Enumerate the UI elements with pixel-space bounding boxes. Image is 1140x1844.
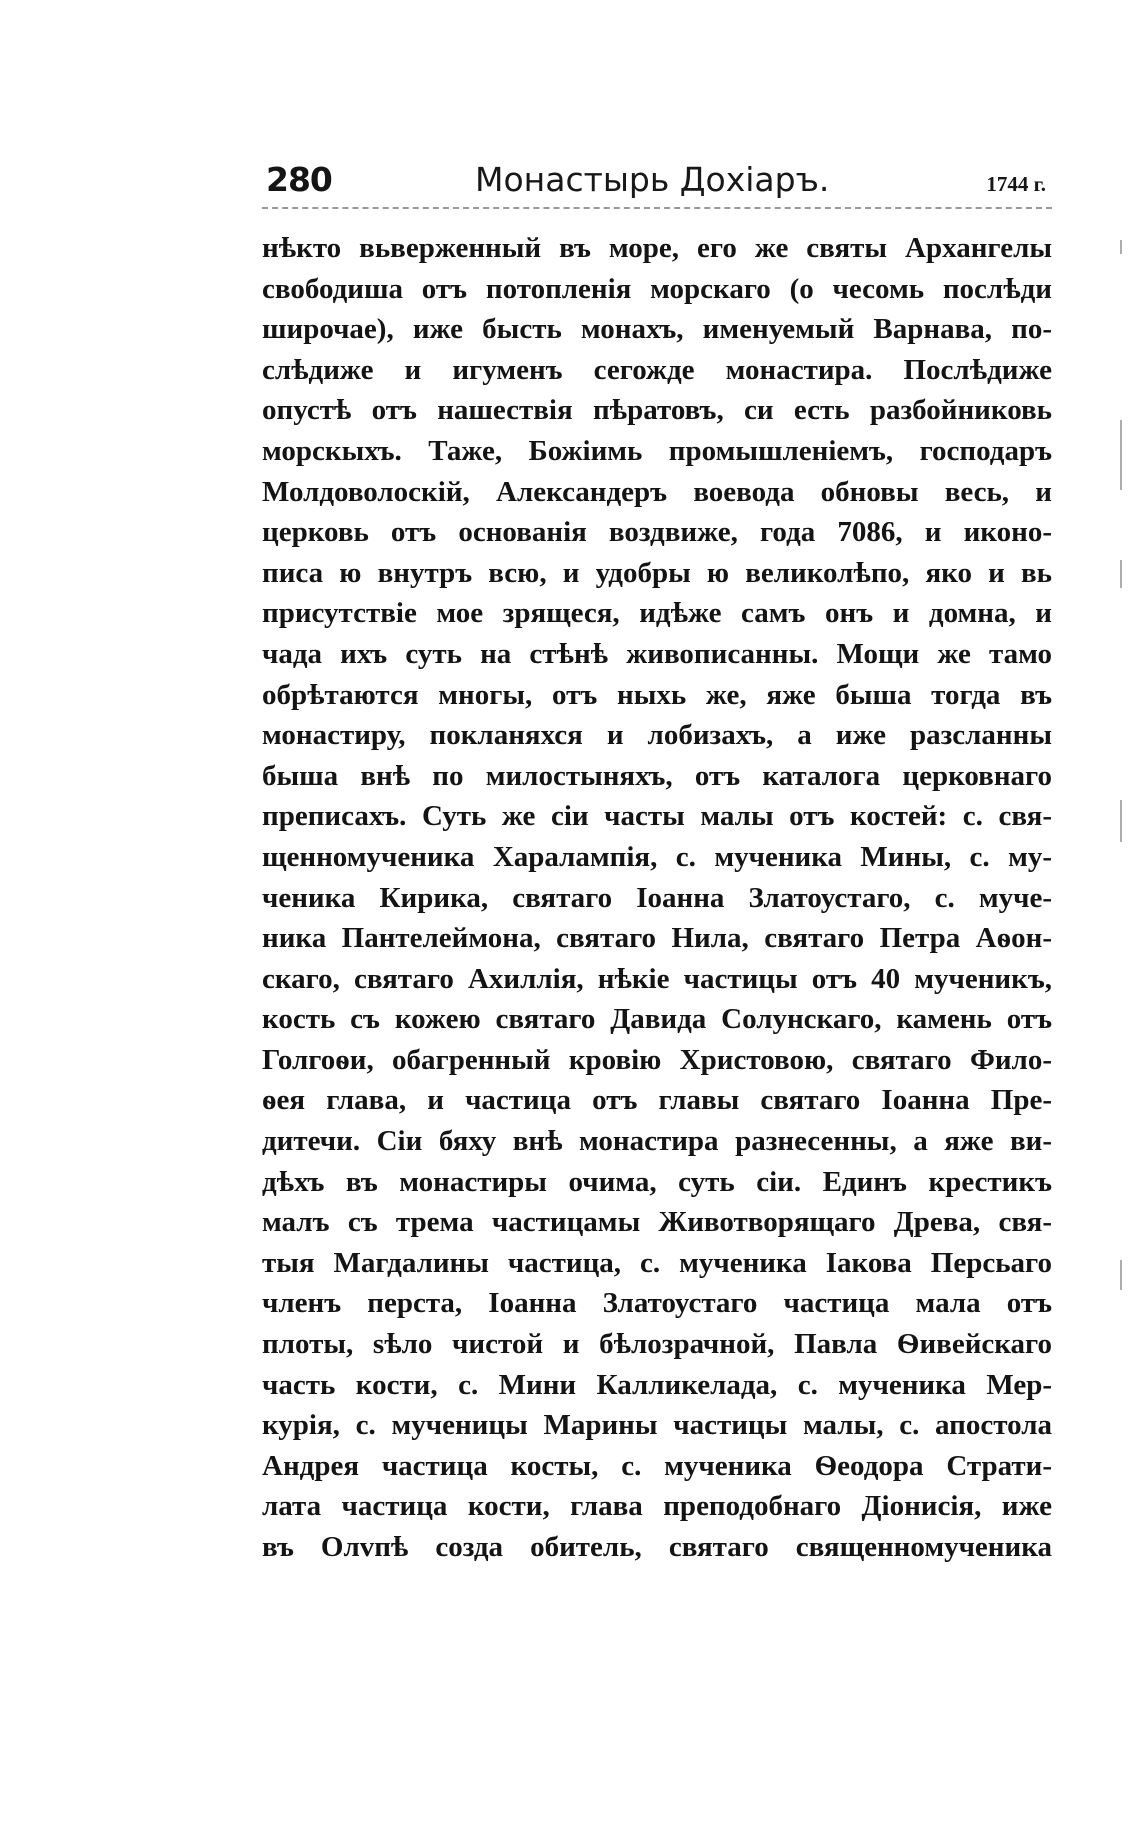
text-line: малъ съ трема частицамы Животворящаго Древа, свя- [262, 1206, 1052, 1239]
text-line: Голгоѳи, обагренный кровію Христовою, святаго Фило- [262, 1043, 1052, 1076]
text-line: въ Олvпѣ созда обитель, святаго священномученика [262, 1531, 1052, 1563]
page-header [262, 156, 1052, 206]
header-rule [262, 207, 1052, 209]
text-line: дитечи. Сіи бяху внѣ монастира разнесенны, а яже ви- [262, 1125, 1052, 1158]
margin-mark [1120, 240, 1122, 254]
text-line: быша внѣ по милостыняхъ, отъ каталога церковнаго [262, 759, 1052, 792]
text-line: дѣхъ въ монастиры очима, суть сіи. Единъ крестикъ [262, 1165, 1052, 1198]
text-line: часть кости, с. Мини Калликелада, с. мученика Мер- [262, 1368, 1052, 1401]
text-line: преписахъ. Суть же сіи часты малы отъ костей: с. свя- [262, 800, 1052, 833]
text-line: нѣкто вьверженный въ море, его же святы Архангелы [262, 232, 1052, 264]
text-line: свободиша отъ потопленія морскаго (о чесомь послѣди [262, 272, 1052, 305]
text-line: обрѣтаются многы, отъ ныхь же, яже быша тогда въ [262, 678, 1052, 711]
text-line: курія, с. мученицы Марины частицы малы, с. апостола [262, 1409, 1052, 1442]
text-line: слѣдиже и игуменъ сегожде монастира. Послѣдиже [262, 353, 1052, 386]
margin-mark [1120, 560, 1122, 588]
margin-mark [1120, 800, 1122, 842]
text-line: ника Пантелеймона, святаго Нила, святаго Петра Аѳон- [262, 922, 1052, 955]
text-line: членъ перста, Іоанна Златоустаго частица мала отъ [262, 1287, 1052, 1320]
text-line: монастиру, покланяхся и лобизахъ, а иже разсланны [262, 719, 1052, 752]
text-line: широчае), иже бысть монахъ, именуемый Варнава, по- [262, 313, 1052, 346]
text-line: ѳея глава, и частица отъ главы святаго Іоанна Пре- [262, 1084, 1052, 1117]
page-number: 280 [266, 160, 332, 199]
text-line: церковь отъ основанія воздвиже, года 7086, и иконо- [262, 516, 1052, 549]
text-line: Молдоволоскій, Александеръ воевода обновы весь, и [262, 475, 1052, 508]
text-line: опустѣ отъ нашествія пѣратовъ, си есть разбойниковь [262, 394, 1052, 427]
text-line: скаго, святаго Ахиллія, нѣкіе частицы отъ 40 мученикъ, [262, 962, 1052, 995]
text-line: тыя Магдалины частица, с. мученика Іакова Персьаго [262, 1246, 1052, 1279]
text-line: морскыхъ. Таже, Божіимь промышленіемъ, господаръ [262, 434, 1052, 467]
text-line: плоты, ѕѣло чистой и бѣлозрачной, Павла Ѳивейскаго [262, 1328, 1052, 1361]
margin-mark [1120, 1260, 1122, 1290]
text-line: щенномученика Харалампія, с. мученика Мины, с. му- [262, 840, 1052, 873]
text-line: ченика Кирика, святаго Іоанна Златоустаго, с. муче- [262, 881, 1052, 914]
margin-mark [1120, 420, 1122, 490]
text-line: присутствіе мое зрящеся, идѣже самъ онъ и домна, и [262, 597, 1052, 630]
text-line: чада ихъ суть на стѣнѣ живописанны. Мощи же тамо [262, 637, 1052, 670]
running-title: Монастырь Дохіаръ. [475, 160, 830, 199]
year-label: 1744 г. [986, 172, 1046, 196]
body-text [262, 228, 1052, 1568]
text-line: кость съ кожею святаго Давида Солунскаго, камень отъ [262, 1003, 1052, 1036]
text-line: писа ю внутръ всю, и удобры ю великолѣпо, яко и вь [262, 556, 1052, 589]
text-line: Андрея частица косты, с. мученика Ѳеодора Страти- [262, 1449, 1052, 1482]
text-line: лата частица кости, глава преподобнаго Діонисія, иже [262, 1490, 1052, 1523]
